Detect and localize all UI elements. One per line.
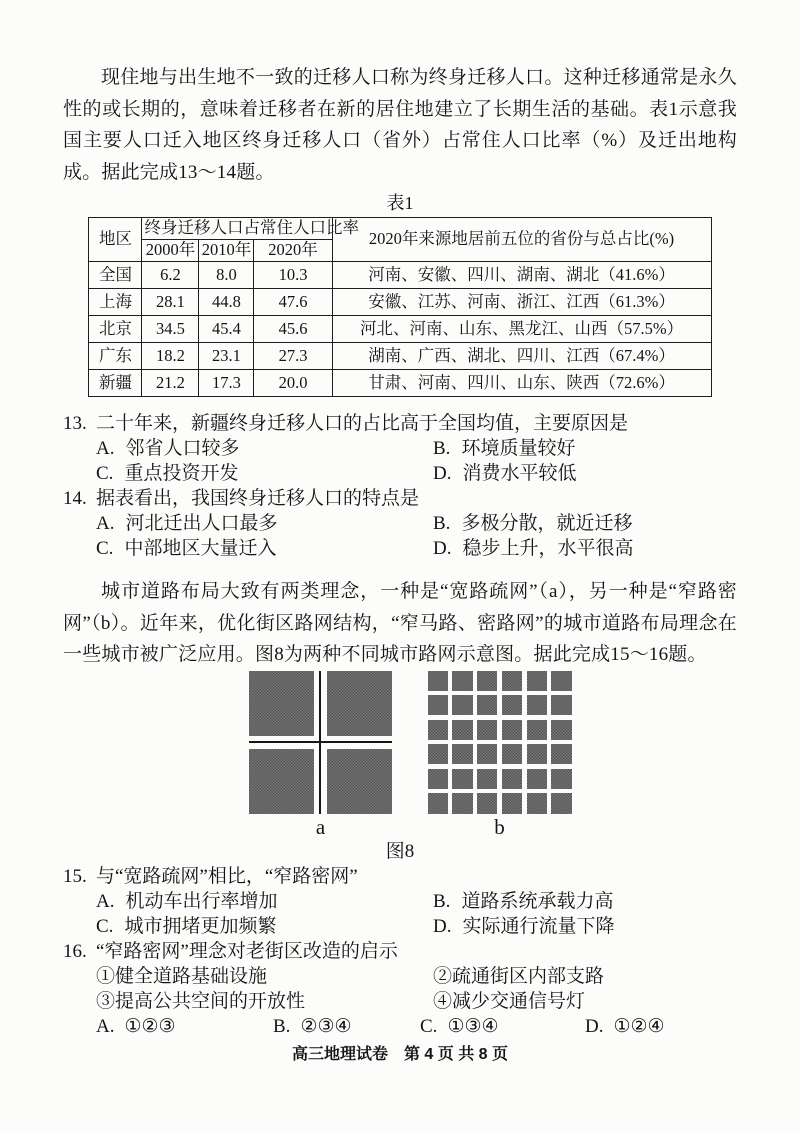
city-block-small xyxy=(551,720,571,740)
city-block-small xyxy=(502,695,522,715)
ratio-2000-cell: 21.2 xyxy=(142,370,199,397)
question-15-option-d: D. 实际通行流量下降 xyxy=(433,915,615,937)
question-16-choice-d: D. ①②④ xyxy=(585,1015,665,1037)
question-13-option-b: B. 环境质量较好 xyxy=(433,438,576,459)
city-block xyxy=(327,749,392,814)
city-block-small xyxy=(502,744,522,764)
ratio-2000-cell: 28.1 xyxy=(142,289,199,316)
question-16-choice-a: A. ①②③ xyxy=(96,1015,176,1037)
ratio-2010-cell: 8.0 xyxy=(199,262,254,289)
city-block-small xyxy=(551,793,571,813)
table-header-region: 地区 xyxy=(89,218,142,262)
city-block-small xyxy=(452,695,472,715)
question-13 xyxy=(63,411,737,486)
question-13-option-c: C. 重点投资开发 xyxy=(96,463,239,484)
table-header-year-2000: 2000年 xyxy=(142,240,199,262)
table-row-national xyxy=(89,262,711,289)
figure8 xyxy=(63,671,737,864)
city-block-small xyxy=(551,695,571,715)
city-block-small xyxy=(477,769,497,789)
city-block-small xyxy=(551,671,571,691)
city-block-small xyxy=(477,744,497,764)
city-block xyxy=(249,749,314,814)
question-14-option-c: C. 中部地区大量迁入 xyxy=(96,538,277,559)
city-block-small xyxy=(452,769,472,789)
city-block-small xyxy=(527,744,547,764)
question-15-option-a: A. 机动车出行率增加 xyxy=(96,890,278,912)
question-16-choice-c: C. ①③④ xyxy=(420,1015,499,1037)
city-block-small xyxy=(452,671,472,691)
question-14-stem: 据表看出，我国终身迁移人口的特点是 xyxy=(96,488,420,509)
question-13-option-a: A. 邻省人口较多 xyxy=(96,438,240,459)
question-16 xyxy=(63,939,737,1039)
city-block-small xyxy=(551,744,571,764)
page-footer: 高三地理试卷 第 4 页 共 8 页 xyxy=(291,1045,509,1063)
question-14-option-a: A. 河北迁出人口最多 xyxy=(96,513,278,534)
intro-paragraph-2: 城市道路布局大致有两类理念，一种是“宽路疏网”（a），另一种是“窄路密网”（b）。近年来，优化街区路网结构，“窄马路、密路网”的城市道路布局理念在一些城市被广泛应用。图8为两种不同城市路网示意图。据此完成15～16题。 xyxy=(63,581,737,665)
question-16-item-4: ④减少交通信号灯 xyxy=(433,990,586,1012)
question-15-option-b: B. 道路系统承载力高 xyxy=(433,890,614,912)
city-block-small xyxy=(502,671,522,691)
ratio-2000-cell: 34.5 xyxy=(142,316,199,343)
city-block-small xyxy=(502,769,522,789)
ratio-2010-cell: 23.1 xyxy=(199,343,254,370)
question-13-number: 13. xyxy=(63,413,87,434)
city-block xyxy=(327,671,392,736)
question-16-stem: “窄路密网”理念对老街区改造的启示 xyxy=(96,940,398,962)
city-block-small xyxy=(477,793,497,813)
figure8-caption: 图8 xyxy=(385,840,415,862)
question-13-option-d: D. 消费水平较低 xyxy=(433,463,577,484)
city-block-small xyxy=(502,793,522,813)
table-header-year-2010: 2010年 xyxy=(199,240,254,262)
table-row-xinjiang xyxy=(89,370,711,397)
road-line-horizontal xyxy=(249,741,392,743)
question-13-stem: 二十年来，新疆终身迁移人口的占比高于全国均值，主要原因是 xyxy=(96,413,629,434)
city-block-small xyxy=(527,695,547,715)
region-cell: 上海 xyxy=(89,289,142,316)
question-16-item-2: ②疏通街区内部支路 xyxy=(433,965,605,987)
city-block-small xyxy=(428,720,448,740)
question-14-number: 14. xyxy=(63,488,87,509)
ratio-2020-cell: 47.6 xyxy=(254,289,332,316)
ratio-2020-cell: 45.6 xyxy=(254,316,332,343)
city-block-small xyxy=(428,793,448,813)
ratio-2010-cell: 45.4 xyxy=(199,316,254,343)
city-block-small xyxy=(452,744,472,764)
city-block-small xyxy=(452,720,472,740)
region-cell: 北京 xyxy=(89,316,142,343)
question-15 xyxy=(63,864,737,939)
table-row-shanghai xyxy=(89,289,711,316)
city-block-small xyxy=(527,671,547,691)
city-block-small xyxy=(502,720,522,740)
city-block-small xyxy=(428,671,448,691)
figure8-label-b: b xyxy=(494,814,505,839)
city-block xyxy=(249,671,314,736)
city-block-small xyxy=(527,720,547,740)
ratio-2010-cell: 44.8 xyxy=(199,289,254,316)
source-provinces-cell: 甘肃、河南、四川、山东、陕西（72.6%） xyxy=(332,370,711,397)
figure8-label-a: a xyxy=(315,814,326,839)
city-block-small xyxy=(551,769,571,789)
question-16-item-3: ③提高公共空间的开放性 xyxy=(96,990,306,1012)
region-cell: 广东 xyxy=(89,343,142,370)
question-16-choice-b: B. ②③④ xyxy=(273,1015,352,1037)
source-provinces-cell: 河南、安徽、四川、湖南、湖北（41.6%） xyxy=(332,262,711,289)
road-network-b-diagram xyxy=(428,671,572,814)
city-block-small xyxy=(477,720,497,740)
source-provinces-cell: 河北、河南、山东、黑龙江、山西（57.5%） xyxy=(332,316,711,343)
road-network-a-diagram xyxy=(249,671,392,814)
table-header-year-2020: 2020年 xyxy=(254,240,332,262)
ratio-2010-cell: 17.3 xyxy=(199,370,254,397)
table-row-guangdong xyxy=(89,343,711,370)
question-14 xyxy=(63,486,737,561)
source-provinces-cell: 湖南、广西、湖北、四川、江西（67.4%） xyxy=(332,343,711,370)
table-row-beijing xyxy=(89,316,711,343)
ratio-2020-cell: 20.0 xyxy=(254,370,332,397)
city-block-small xyxy=(527,793,547,813)
ratio-2000-cell: 6.2 xyxy=(142,262,199,289)
question-14-option-d: D. 稳步上升，水平很高 xyxy=(433,538,634,559)
question-15-number: 15. xyxy=(63,865,87,887)
ratio-2020-cell: 27.3 xyxy=(254,343,332,370)
ratio-2000-cell: 18.2 xyxy=(142,343,199,370)
table-header-ratio-group: 终身迁移人口占常住人口比率 xyxy=(142,218,332,240)
source-provinces-cell: 安徽、江苏、河南、浙江、江西（61.3%） xyxy=(332,289,711,316)
city-block-small xyxy=(452,793,472,813)
question-15-stem: 与“宽路疏网”相比，“窄路密网” xyxy=(96,865,358,887)
city-block-small xyxy=(428,769,448,789)
intro-paragraph-1: 现住地与出生地不一致的迁移人口称为终身迁移人口。这种迁移通常是永久性的或长期的，意味着迁移者在新的居住地建立了长期生活的基础。表1示意我国主要人口迁入地区终身迁移人口（省外）占常住人口比率（%）及迁出地构成。据此完成13～14题。 xyxy=(63,67,737,183)
city-block-small xyxy=(428,695,448,715)
question-16-number: 16. xyxy=(63,940,87,962)
table1-caption: 表1 xyxy=(386,193,414,213)
table-header-source: 2020年来源地居前五位的省份与总占比(%) xyxy=(332,218,711,262)
region-cell: 新疆 xyxy=(89,370,142,397)
city-block-small xyxy=(527,769,547,789)
question-16-item-1: ①健全道路基础设施 xyxy=(96,965,268,987)
region-cell: 全国 xyxy=(89,262,142,289)
city-block-small xyxy=(477,671,497,691)
migration-table xyxy=(88,217,711,397)
city-block-small xyxy=(477,695,497,715)
question-14-option-b: B. 多极分散，就近迁移 xyxy=(433,513,633,534)
ratio-2020-cell: 10.3 xyxy=(254,262,332,289)
city-block-small xyxy=(428,744,448,764)
question-15-option-c: C. 城市拥堵更加频繁 xyxy=(96,915,277,937)
